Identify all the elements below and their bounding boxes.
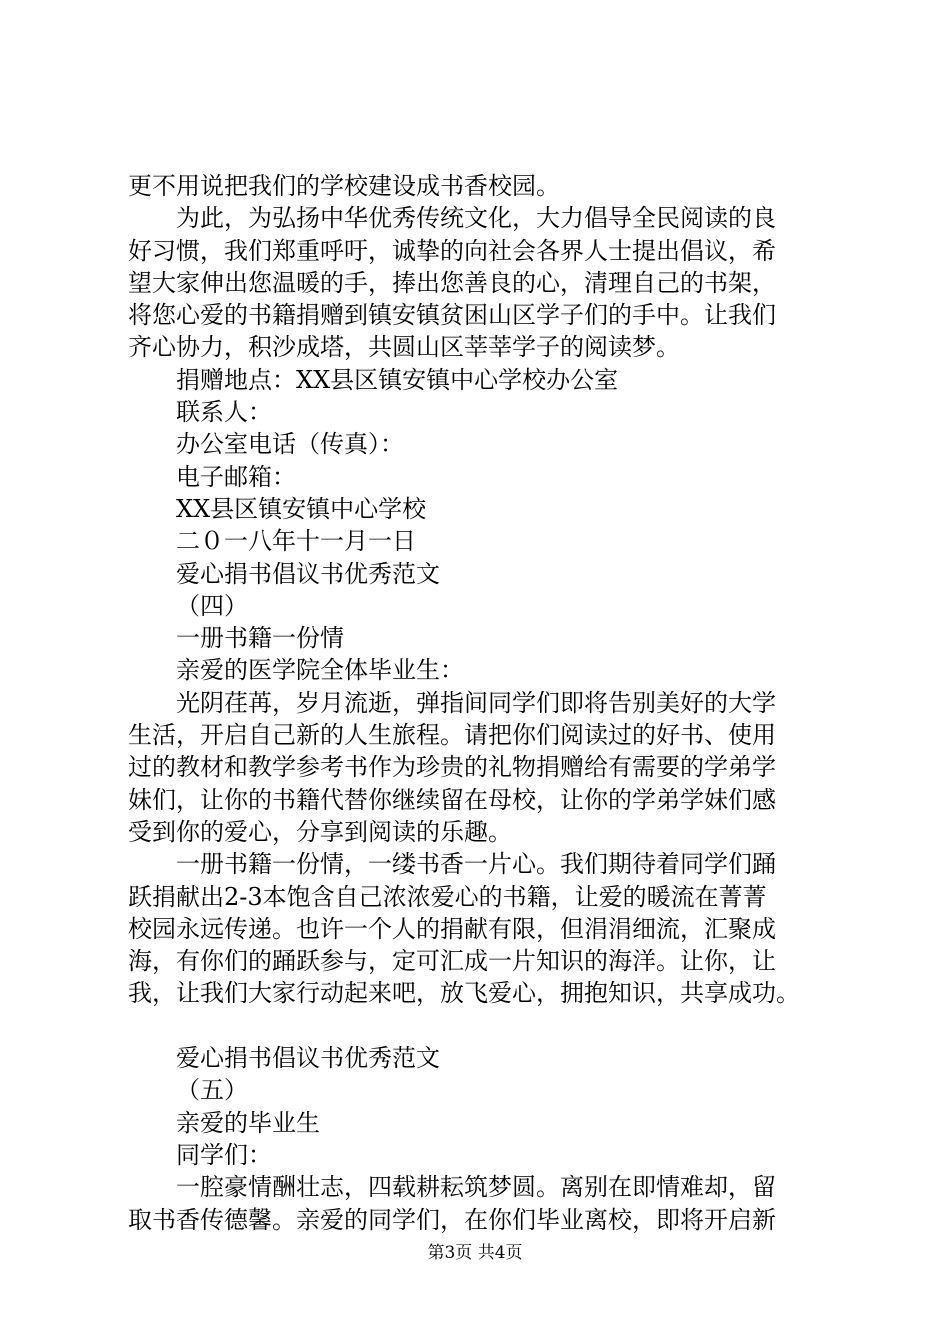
- text-line: 取书香传德馨。亲爱的同学们，在你们毕业离校，即将开启新: [128, 1205, 776, 1234]
- donation-location: 捐赠地点：XX县区镇安镇中心学校办公室: [176, 365, 619, 394]
- section-number: （五）: [176, 1076, 248, 1105]
- text-line: 好习惯，我们郑重呼吁，诚挚的向社会各界人士提出倡议，希: [128, 236, 776, 265]
- text-line: 校园永远传递。也许一个人的捐献有限，但涓涓细流，汇聚成: [128, 914, 776, 943]
- section-title: 爱心捐书倡议书优秀范文: [176, 1044, 440, 1073]
- text-line: 生活，开启自己新的人生旅程。请把你们阅读过的好书、使用: [128, 721, 776, 750]
- text-line: 望大家伸出您温暖的手，捧出您善良的心，清理自己的书架，: [128, 268, 776, 297]
- document-body: [128, 170, 828, 1236]
- text-line: 过的教材和教学参考书作为珍贵的礼物捐赠给有需要的学弟学: [128, 753, 776, 782]
- signature-date: 二０一八年十一月一日: [176, 527, 416, 556]
- salutation: 亲爱的毕业生: [176, 1108, 320, 1137]
- text-line: 受到你的爱心，分享到阅读的乐趣。: [128, 817, 512, 846]
- text-line: 跃捐献出2-3本饱含自己浓浓爱心的书籍，让爱的暖流在菁菁: [128, 882, 767, 911]
- text-line: 光阴荏苒，岁月流逝，弹指间同学们即将告别美好的大学: [176, 688, 776, 717]
- office-phone: 办公室电话（传真）：: [176, 430, 404, 459]
- section-title: 爱心捐书倡议书优秀范文: [176, 559, 440, 588]
- page-number-footer: 第3页 共4页: [427, 1243, 523, 1263]
- text-line: 我，让我们大家行动起来吧，放飞爱心，拥抱知识，共享成功。: [128, 979, 800, 1008]
- section-number: （四）: [176, 591, 248, 620]
- signature-school: XX县区镇安镇中心学校: [176, 494, 427, 523]
- text-line: 妹们，让你的书籍代替你继续留在母校，让你的学弟学妹们感: [128, 785, 776, 814]
- text-line: 海，有你们的踊跃参与，定可汇成一片知识的海洋。让你，让: [128, 947, 776, 976]
- text-line: 一册书籍一份情，一缕书香一片心。我们期待着同学们踊: [176, 850, 776, 879]
- email-label: 电子邮箱：: [176, 462, 296, 491]
- text-line: 更不用说把我们的学校建设成书香校园。: [128, 172, 560, 200]
- blank-line: [128, 1010, 828, 1042]
- text-line: 为此，为弘扬中华优秀传统文化，大力倡导全民阅读的良: [176, 204, 776, 233]
- text-line: 一腔豪情酬壮志，四载耕耘筑梦圆。离别在即情难却，留: [176, 1173, 776, 1202]
- salutation: 亲爱的医学院全体毕业生：: [176, 656, 464, 685]
- section-subtitle: 一册书籍一份情: [176, 624, 344, 653]
- text-line: 将您心爱的书籍捐赠到镇安镇贫困山区学子们的手中。让我们: [128, 301, 776, 330]
- salutation: 同学们：: [176, 1140, 272, 1169]
- text-line: 齐心协力，积沙成塔，共圆山区莘莘学子的阅读梦。: [128, 333, 680, 362]
- contact-person: 联系人：: [176, 398, 272, 427]
